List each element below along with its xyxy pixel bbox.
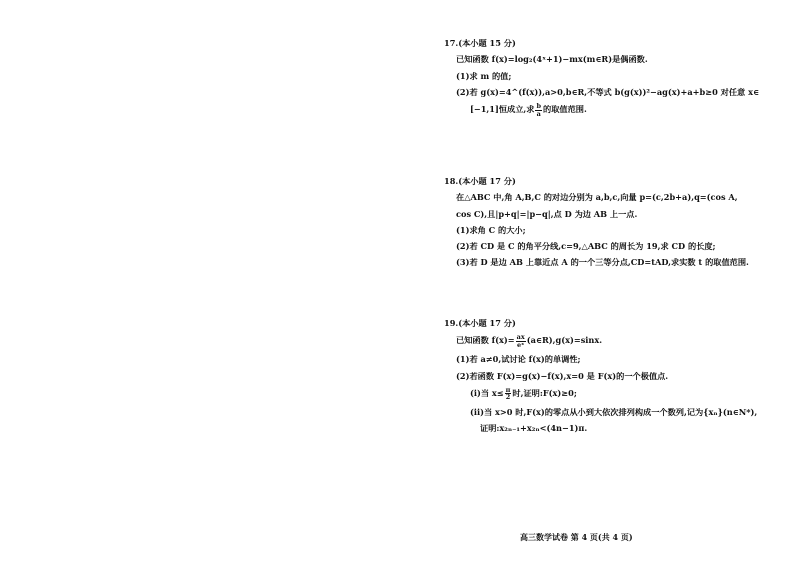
fraction-denominator: 2: [505, 393, 511, 402]
problem-17-part-2: (2)若 g(x)=4^(f(x)),a>0,b∈R,不等式 b(g(x))²−ag(x)+a+b≥0 对任意 x∈: [456, 86, 760, 97]
problem-19-statement-post: (a∈R),g(x)=sinx.: [526, 335, 603, 346]
fraction-b-over-a: [535, 103, 542, 117]
problem-18-statement: 在△ABC 中,角 A,B,C 的对边分别为 a,b,c,向量 p=(c,2b+a),q=(cos A,: [456, 192, 738, 203]
problem-19-part-2-i: [470, 387, 766, 401]
problem-19-part-2-i-pre: (i)当 x≤: [470, 387, 504, 398]
problem-18-part-1: (1)求角 C 的大小;: [456, 224, 526, 235]
problem-17-title: 17.(本小题 15 分): [444, 38, 516, 48]
problem-19-part-1: (1)若 a≠0,试讨论 f(x)的单调性;: [456, 354, 581, 365]
fraction-numerator: ax: [516, 333, 525, 342]
problem-18-part-3: (3)若 D 是边 AB 上靠近点 A 的一个三等分点,CD=tAD,求实数 t 的取值范围.: [456, 257, 749, 268]
problem-19-part-2-ii: (ii)当 x>0 时,F(x)的零点从小到大依次排列构成一个数列,记为{xₙ}(n∈N*),: [470, 406, 758, 417]
problem-17-part-2-cont-post: 的取值范围.: [543, 104, 587, 114]
problem-17-part-2-cont-pre: [−1,1]恒成立,求: [470, 104, 535, 114]
problem-19-title: 19.(本小题 17 分): [444, 318, 516, 328]
problem-19-part-2-ii-proof: 证明:x₂ₙ₋₁+x₂ₙ<(4n−1)π.: [480, 423, 588, 433]
problem-19-part-2-i-post: 时,证明:F(x)≥0;: [512, 387, 577, 398]
problem-17: [436, 38, 766, 123]
fraction-numerator: π: [505, 385, 511, 394]
problem-19-part-2: (2)若函数 F(x)=g(x)−f(x),x=0 是 F(x)的一个极值点.: [456, 370, 669, 381]
problem-19: [436, 318, 766, 439]
problem-18-title: 18.(本小题 17 分): [444, 176, 516, 186]
fraction-denominator: eˣ: [517, 340, 525, 349]
problem-18: [436, 176, 766, 274]
problem-17-part-2-cont: [470, 103, 766, 117]
problem-17-statement: 已知函数 f(x)=log₂(4ˣ+1)−mx(m∈R)是偶函数.: [456, 54, 648, 65]
fraction-numerator: b: [536, 102, 541, 110]
fraction-ax-over-ex: [516, 334, 526, 348]
problem-18-statement-cont: cos C),且|p+q|=|p−q|,点 D 为边 AB 上一点.: [456, 208, 638, 219]
problem-18-part-2: (2)若 CD 是 C 的角平分线,c=9,△ABC 的周长为 19,求 CD 的长度;: [456, 241, 716, 251]
problem-19-statement-pre: 已知函数 f(x)=: [456, 335, 515, 346]
fraction-denominator: a: [536, 109, 541, 118]
problem-19-statement: [456, 334, 766, 348]
fraction-pi-over-2: [505, 387, 512, 401]
problem-17-part-1: (1)求 m 的值;: [456, 70, 512, 81]
page-footer: 高三数学试卷 第 4 页(共 4 页): [520, 532, 633, 542]
